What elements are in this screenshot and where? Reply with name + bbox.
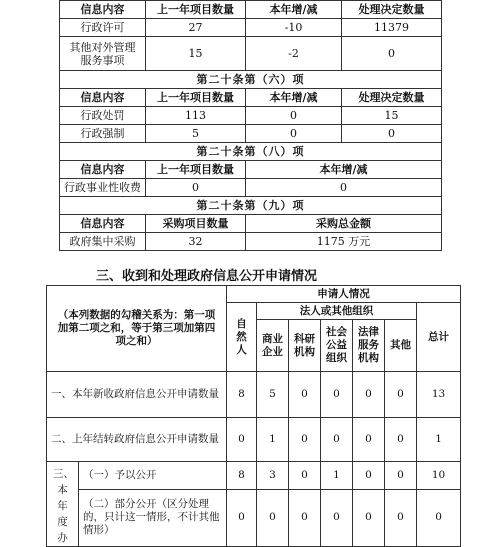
cell-decided: 11379 — [342, 19, 442, 37]
section-title: 第二十条第（六）项 — [60, 71, 442, 89]
header-change: 本年增/减 — [246, 161, 442, 179]
cell-prev: 5 — [146, 125, 246, 143]
table-header-row — [60, 89, 442, 107]
cell: 0 — [385, 462, 417, 490]
cell: 8 — [227, 462, 257, 490]
col-natural-person: 自然人 — [227, 303, 257, 372]
table-row — [60, 233, 442, 251]
cell: 0 — [353, 372, 385, 418]
header-info: 信息内容 — [60, 215, 146, 233]
row-label: （二）部分公开（区分处理的，只计这一情形，不计其他情形） — [79, 489, 227, 546]
header-prev-count: 上一年项目数量 — [146, 89, 246, 107]
cell: 1 — [257, 418, 289, 462]
applicant-header: 申请人情况 — [227, 286, 461, 303]
header-purchase-count: 采购项目数量 — [146, 215, 246, 233]
cell: 8 — [227, 372, 257, 418]
table-row — [47, 418, 461, 462]
cell: 0 — [321, 418, 353, 462]
cell: 0 — [417, 489, 461, 546]
table-row — [47, 489, 461, 546]
section-title-row — [60, 71, 442, 89]
cell: 0 — [289, 418, 321, 462]
cell: 0 — [353, 489, 385, 546]
row-label: 行政强制 — [60, 125, 146, 143]
col-total: 总计 — [417, 303, 461, 372]
cell-decided: 15 — [342, 107, 442, 125]
cell-amount: 1175 万元 — [246, 233, 442, 251]
header-decided: 处理决定数量 — [342, 89, 442, 107]
cell-change: -10 — [246, 19, 342, 37]
cell-change: 0 — [246, 179, 442, 197]
cell: 0 — [385, 418, 417, 462]
cell-prev: 15 — [146, 37, 246, 71]
header-change: 本年增/减 — [246, 89, 342, 107]
row-group-label: 三、本年度办 — [47, 462, 79, 547]
col-social: 社会公益组织 — [321, 320, 353, 372]
corner-note: （本列数据的勾稽关系为：第一项加第二项之和，等于第三项加第四项之和） — [47, 286, 227, 372]
cell: 1 — [321, 462, 353, 490]
cell: 0 — [227, 418, 257, 462]
header-change: 本年增/减 — [246, 1, 342, 19]
cell: 0 — [289, 489, 321, 546]
cell: 0 — [321, 372, 353, 418]
cell-prev: 27 — [146, 19, 246, 37]
cell: 0 — [321, 489, 353, 546]
table-row — [60, 19, 442, 37]
section-title: 第二十条第（八）项 — [60, 143, 442, 161]
cell-change: 0 — [246, 125, 342, 143]
cell-count: 32 — [146, 233, 246, 251]
row-label: 行政事业性收费 — [60, 179, 146, 197]
cell: 3 — [257, 462, 289, 490]
header-info: 信息内容 — [60, 161, 146, 179]
section-title-row — [60, 143, 442, 161]
col-legal-service: 法律服务机构 — [353, 320, 385, 372]
header-prev-count: 上一年项目数量 — [146, 1, 246, 19]
cell: 0 — [353, 418, 385, 462]
row-label: 二、上年结转政府信息公开申请数量 — [47, 418, 227, 462]
table-header-row — [60, 161, 442, 179]
header-row-1 — [47, 286, 461, 303]
legal-entity-header: 法人或其他组织 — [257, 303, 417, 320]
row-label: 其他对外管理服务事项 — [60, 37, 146, 71]
cell: 0 — [353, 462, 385, 490]
application-table — [46, 285, 461, 547]
cell: 10 — [417, 462, 461, 490]
table-row — [47, 462, 461, 490]
cell: 5 — [257, 372, 289, 418]
cell-decided: 0 — [342, 37, 442, 71]
cell: 13 — [417, 372, 461, 418]
table-row — [60, 107, 442, 125]
row-label: 一、本年新收政府信息公开申请数量 — [47, 372, 227, 418]
cell: 0 — [227, 489, 257, 546]
section-title-row — [60, 197, 442, 215]
row-label: 行政处罚 — [60, 107, 146, 125]
header-decided: 处理决定数量 — [342, 1, 442, 19]
cell: 0 — [385, 372, 417, 418]
cell: 1 — [417, 418, 461, 462]
cell: 0 — [289, 462, 321, 490]
row-label: 政府集中采购 — [60, 233, 146, 251]
cell: 0 — [257, 489, 289, 546]
col-business: 商业企业 — [257, 320, 289, 372]
header-purchase-amount: 采购总金额 — [246, 215, 442, 233]
cell-change: 0 — [246, 107, 342, 125]
top-tables — [59, 0, 442, 251]
header-info: 信息内容 — [60, 1, 146, 19]
table-header-row — [60, 1, 442, 19]
header-prev-count: 上一年项目数量 — [146, 161, 246, 179]
header-info: 信息内容 — [60, 89, 146, 107]
table-header-row — [60, 215, 442, 233]
cell: 0 — [385, 489, 417, 546]
row-label: 行政许可 — [60, 19, 146, 37]
table-row — [60, 125, 442, 143]
cell-decided: 0 — [342, 125, 442, 143]
cell: 0 — [289, 372, 321, 418]
cell-prev: 113 — [146, 107, 246, 125]
cell-change: -2 — [246, 37, 342, 71]
table-row — [47, 372, 461, 418]
col-research: 科研机构 — [289, 320, 321, 372]
section-heading: 三、收到和处理政府信息公开申请情况 — [96, 269, 318, 284]
table-row — [60, 37, 442, 71]
row-label: （一）予以公开 — [79, 462, 227, 490]
col-other: 其他 — [385, 320, 417, 372]
section-title: 第二十条第（九）项 — [60, 197, 442, 215]
table-row — [60, 179, 442, 197]
cell-prev: 0 — [146, 179, 246, 197]
